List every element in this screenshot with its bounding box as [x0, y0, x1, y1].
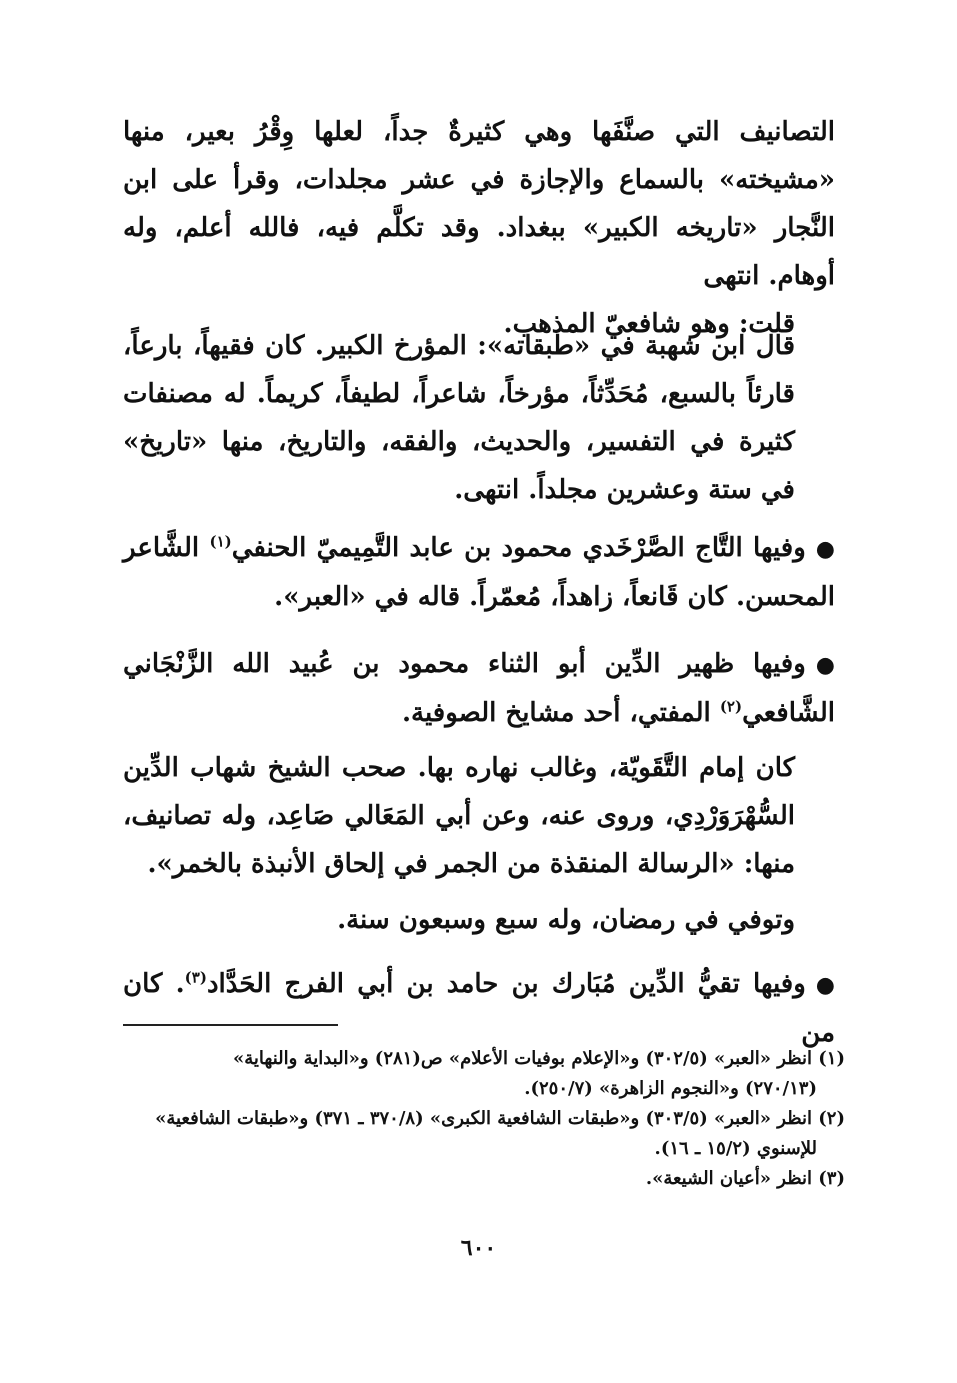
paragraph-8-text: وفيها تقيُّ الدِّين مُبَارك بن حامد بن أبي الفرج الحَدَّاد: [206, 969, 806, 999]
entry-al-zanjani: [123, 640, 835, 737]
page-number: ٦٠٠: [460, 1235, 497, 1261]
bullet-icon: ●: [815, 652, 835, 678]
paragraph-5-text: وفيها ظهير الدِّين أبو الثناء محمود بن عُبيد الله الزَّنْجَاني الشَّافعي: [123, 649, 835, 728]
footnote-ref-3[interactable]: (٣): [184, 968, 207, 987]
entry-al-haddad: [123, 960, 835, 1057]
footnote-divider: [123, 1024, 338, 1026]
footnote-ref-2[interactable]: (٢): [719, 697, 743, 716]
footnote-3-line-1: (٣) انظر «أعيان الشيعة».: [645, 1168, 845, 1189]
paragraph-3: قال ابن شهبة في «طبقاته»: المؤرخ الكبير. كان فقيهاً، بارعاً، قارئاً بالسبع، مُحَدِّثاً، مؤرخاً، شاعراً، لطيفاً، كريماً. له مصنفات كثيرة في التفسير، والحديث، والفقه، والتاريخ، منها «تاريخ» في ستة وعشرين مجلداً. انتهى.: [123, 331, 795, 505]
paragraph-8: [123, 960, 835, 1057]
paragraph-5: [123, 640, 835, 737]
paragraph-4: [123, 524, 835, 621]
paragraph-8-rest: . كان من: [123, 969, 835, 1048]
footnote-2-line-2: للإسنوي (١٥/٢ ـ ١٦).: [654, 1138, 817, 1159]
footnote-1-line-2: (٢٧٠/١٣) و«النجوم الزاهرة» (٢٥٠/٧).: [524, 1078, 817, 1099]
main-text-3: [123, 744, 835, 944]
paragraph-2: قلت: وهو شافعيّ المذهب.: [503, 309, 795, 339]
paragraph-6: كان إمام التَّقَويّة، وغالب نهاره بها. صحب الشيخ شهاب الدِّين السُّهْرَوَرْدِي، وروى عنه، وعن أبي المَعَالي صَاعِد، وله تصانيف، منها: «الرسالة المنقذة من الجمر في إلحاق الأنبذة بالخمر».: [123, 753, 795, 879]
paragraph-1: التصانيف التي صنَّفَها وهي كثيرةٌ جداً، لعلها وِقْرُ بعير، منها «مشيخته» بالسماع والإجازة في عشر مجلدات، وقرأ على ابن النَّجار «تاريخه الكبير» ببغداد. وقد تكلَّم فيه، فالله أعلم، وله أوهام. انتهى: [123, 117, 835, 291]
main-text-1: [123, 108, 835, 348]
main-text-2: [123, 322, 835, 514]
paragraph-5-rest: المفتي، أحد مشايخ الصوفية.: [401, 698, 720, 728]
entry-al-sarkhadi: [123, 524, 835, 621]
footnote-1-line-1: (١) انظر «العبر» (٣٠٢/٥) و«الإعلام بوفيات الأعلام» ص(٢٨١) و«البداية والنهاية»: [233, 1048, 845, 1069]
paragraph-7: وتوفي في رمضان، وله سبع وسبعون سنة.: [337, 905, 795, 935]
footnote-ref-1[interactable]: (١): [209, 532, 232, 551]
paragraph-4-text: وفيها التَّاج الصَّرْخَدي محمود بن عابد التَّمِيميّ الحنفي: [231, 533, 806, 563]
paragraph-4-rest: الشَّاعر المحسن. كان قَانعاً، زاهداً، مُعمّراً. قاله في «العبر».: [123, 533, 835, 612]
bullet-icon: ●: [815, 536, 835, 562]
footnote-2-line-1: (٢) انظر «العبر» (٣٠٣/٥) و«طبقات الشافعية الكبرى» (٣٧٠/٨ ـ ٣٧١) و«طبقات الشافعية»: [155, 1108, 845, 1129]
bullet-icon: ●: [815, 972, 835, 998]
footnotes: [125, 1044, 845, 1194]
